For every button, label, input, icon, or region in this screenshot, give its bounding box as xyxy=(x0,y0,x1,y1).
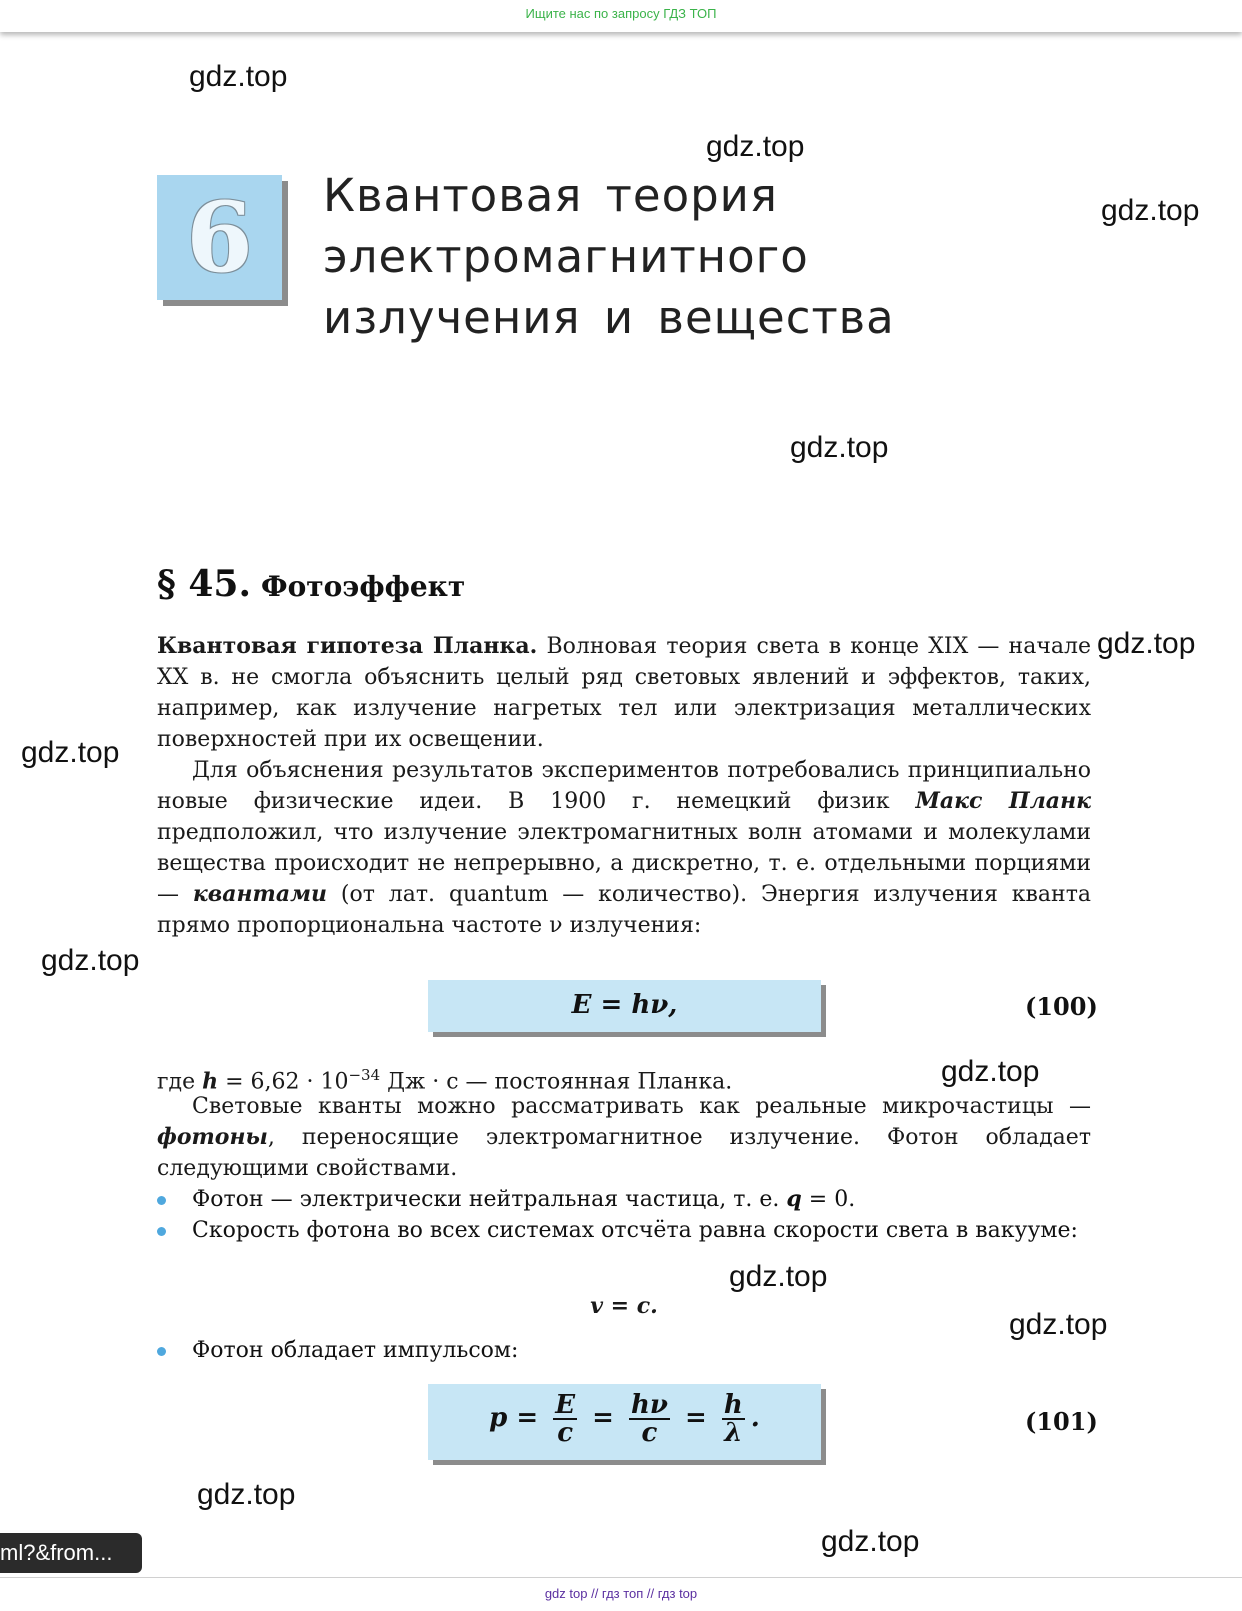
watermark: gdz.top xyxy=(941,1055,1040,1088)
fraction-numerator: E xyxy=(555,1390,576,1420)
formula-symbol: = xyxy=(592,1403,614,1433)
paragraph xyxy=(157,1091,1091,1184)
list-item xyxy=(157,1215,1091,1246)
formula-box-100 xyxy=(428,980,821,1032)
section-number: § 45. xyxy=(157,563,251,605)
paragraph-text: предположил, что излучение электромагнитных волн атомами и молекулами вещества происходит не непрерывно, а дискретно, т. е. отдельными порциями — xyxy=(157,820,1091,907)
bullet-icon xyxy=(157,1347,166,1356)
list-item-text: Фотон — электрически нейтральная частица, т. е. xyxy=(192,1187,787,1212)
bottom-links-bar xyxy=(0,1577,1242,1611)
term-photons: фотоны xyxy=(157,1124,268,1150)
list-item-text: = 0. xyxy=(801,1187,856,1212)
url-chip[interactable]: ml?&from... xyxy=(0,1533,142,1573)
top-banner-text: Ищите нас по запросу ГДЗ ТОП xyxy=(525,6,717,21)
watermark: gdz.top xyxy=(41,944,140,977)
watermark: gdz.top xyxy=(189,60,288,93)
paragraph-text: где xyxy=(157,1069,203,1095)
bullet-icon xyxy=(157,1196,166,1205)
section-heading xyxy=(157,563,465,605)
top-banner xyxy=(0,0,1242,32)
scientist-name: Макс Планк xyxy=(915,788,1091,814)
bottom-links[interactable]: gdz top // гдз топ // гдз top xyxy=(544,1586,698,1601)
paragraph-text: Волновая теория света в конце XIX — начале XX в. не смогла объяснить целый ряд световых явлений и эффектов, таких, например, как излучение нагретых тел или электризация металлических поверхностей при их освещении. xyxy=(157,634,1091,752)
formula-expression: E = hν, xyxy=(571,990,678,1020)
section-title: Фотоэффект xyxy=(261,570,466,603)
formula-symbol: = xyxy=(516,1403,539,1433)
paragraph xyxy=(157,755,1091,941)
formula-symbol: . xyxy=(750,1403,760,1433)
paragraph-text: , переносящие электромагнитное излучение. Фотон обладает следующими свойствами. xyxy=(157,1125,1091,1181)
watermark: gdz.top xyxy=(706,130,805,163)
variable-q: q xyxy=(786,1186,802,1212)
paragraph-heading: Квантовая гипотеза Планка. xyxy=(157,633,538,659)
equation-number: (101) xyxy=(1025,1407,1098,1436)
watermark: gdz.top xyxy=(821,1525,920,1558)
chapter-title xyxy=(323,165,903,348)
fraction-denominator: c xyxy=(557,1418,574,1448)
paragraph-text: = 6,62 · 10 xyxy=(218,1069,349,1095)
list-item xyxy=(157,1335,1091,1366)
watermark: gdz.top xyxy=(21,736,120,769)
formula-box-101 xyxy=(428,1384,821,1460)
paragraph-text: Дж · с — постоянная Планка. xyxy=(380,1069,733,1095)
watermark: gdz.top xyxy=(197,1478,296,1511)
fraction-numerator: h xyxy=(723,1390,743,1420)
paragraph-text: (от лат. quantum — количество). Энергия излучения кванта прямо пропорциональна частоте ν излучения: xyxy=(157,882,1091,938)
watermark: gdz.top xyxy=(1097,627,1196,660)
fraction-denominator: c xyxy=(641,1418,658,1448)
velocity-equation: v = c. xyxy=(590,1293,658,1319)
fraction-numerator: hν xyxy=(631,1390,668,1420)
fraction xyxy=(553,1392,577,1446)
watermark: gdz.top xyxy=(1009,1308,1108,1341)
chapter-title-line: излучения и вещества xyxy=(323,291,895,344)
watermark: gdz.top xyxy=(790,431,889,464)
term-quanta: квантами xyxy=(192,881,327,907)
list-item xyxy=(157,1184,1091,1215)
equation-number: (100) xyxy=(1025,992,1098,1021)
chapter-number-box xyxy=(157,175,282,300)
variable-h: h xyxy=(202,1068,219,1095)
fraction xyxy=(722,1392,745,1446)
formula-expression xyxy=(428,1392,821,1446)
watermark: gdz.top xyxy=(1101,194,1200,227)
fraction-denominator: λ xyxy=(724,1418,743,1448)
watermark: gdz.top xyxy=(729,1260,828,1293)
fraction xyxy=(629,1392,670,1446)
chapter-title-line: Квантовая теория xyxy=(323,169,778,222)
paragraph-text: Для объяснения результатов экспериментов потребовались принципиально новые физические идеи. В 1900 г. немецкий физик xyxy=(157,758,1091,814)
formula-symbol: p xyxy=(489,1403,508,1433)
formula-symbol: = xyxy=(685,1403,707,1433)
list-item-text: Скорость фотона во всех системах отсчёта равна скорости света в вакууме: xyxy=(192,1218,1078,1243)
chapter-number: 6 xyxy=(186,181,253,294)
list-item-text: Фотон обладает импульсом: xyxy=(192,1338,519,1363)
chapter-title-line: электромагнитного xyxy=(323,230,809,283)
bullet-icon xyxy=(157,1227,166,1236)
exponent: −34 xyxy=(348,1066,381,1084)
paragraph xyxy=(157,631,1091,755)
paragraph-text: Световые кванты можно рассматривать как реальные микрочастицы — xyxy=(192,1094,1091,1119)
